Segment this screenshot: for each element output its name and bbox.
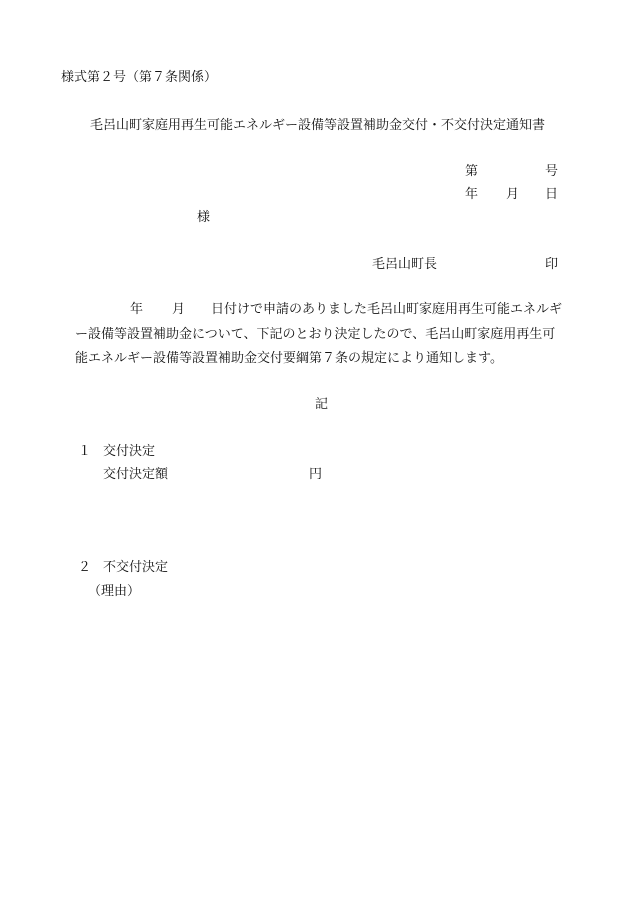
issuer-title: 毛呂山町長: [372, 257, 438, 272]
section1-heading: 交付決定: [103, 444, 156, 459]
date-month: 月: [506, 187, 520, 202]
section1-number: １: [78, 444, 92, 459]
form-number: 様式第２号（第７条関係）: [61, 70, 218, 85]
section2-heading: 不交付決定: [103, 560, 169, 575]
body-line-2: ー設備等設置補助金について、下記のとおり決定したので、毛呂山町家庭用再生可: [75, 327, 556, 342]
amount-unit: 円: [309, 467, 323, 482]
issuer-seal: 印: [545, 257, 559, 272]
doc-number-prefix: 第: [465, 164, 479, 179]
body-paragraph: [75, 303, 575, 373]
body-line-1: 日付けで申請のありました毛呂山町家庭用再生可能エネルギ: [211, 302, 563, 317]
body-line-3: 能エネルギー設備等設置補助金交付要綱第７条の規定により通知します。: [75, 351, 503, 366]
ki-heading: 記: [315, 397, 329, 412]
body-month: 月: [172, 302, 186, 317]
reason-label: （理由）: [88, 584, 141, 599]
document-title: 毛呂山町家庭用再生可能エネルギー設備等設置補助金交付・不交付決定通知書: [90, 118, 546, 133]
date-day: 日: [545, 187, 559, 202]
amount-label: 交付決定額: [103, 467, 169, 482]
body-year: 年: [130, 302, 144, 317]
section2-number: ２: [78, 560, 92, 575]
date-year: 年: [465, 187, 479, 202]
recipient-suffix: 様: [197, 210, 211, 225]
doc-number-suffix: 号: [545, 164, 559, 179]
